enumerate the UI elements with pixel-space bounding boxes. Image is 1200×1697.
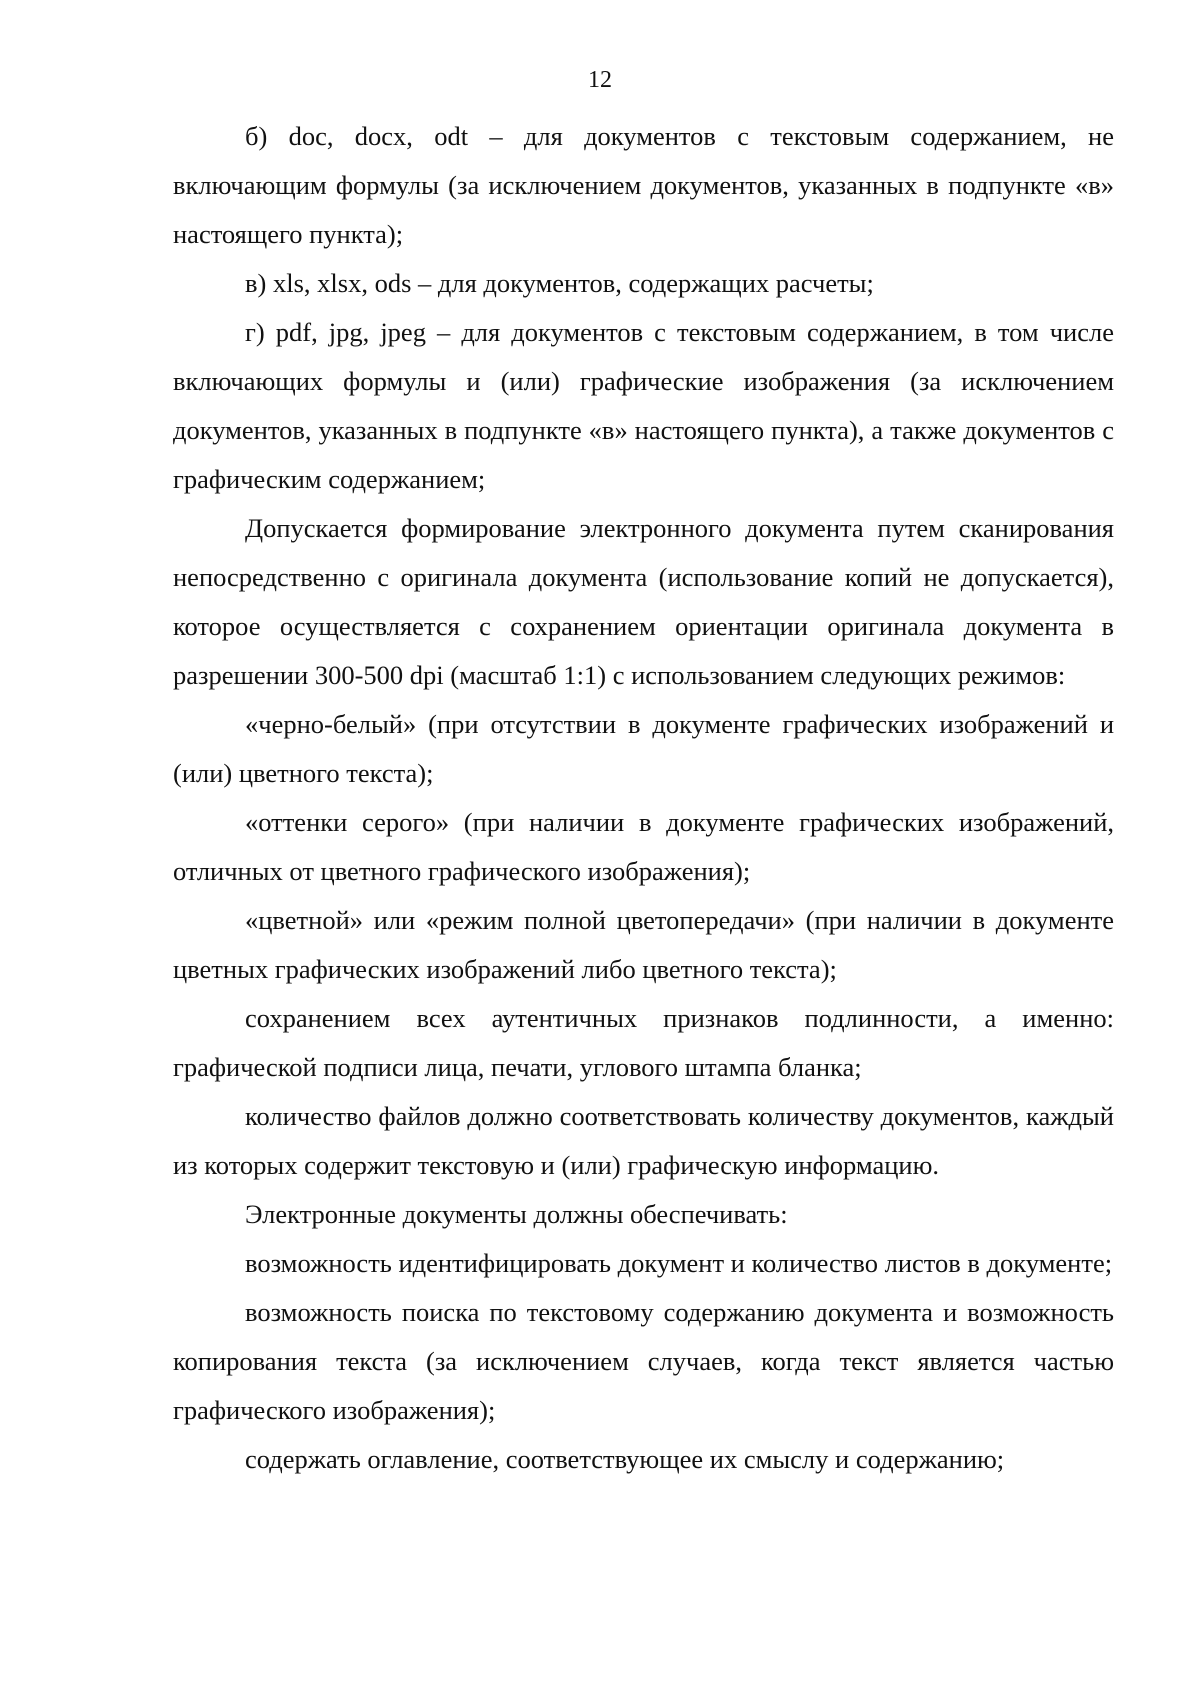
paragraph-mode-color: «цветной» или «режим полной цветопередачи» (при наличии в документе цветных графических изображений либо цветного текста); [173,905,1114,984]
document-body [173,112,1114,1484]
paragraph-format-g: г) pdf, jpg, jpeg – для документов с текстовым содержанием, в том числе включающих формулы и (или) графические изображения (за исключением документов, указанных в подпункте «в» настоящего пункта), а также документов с графическим содержанием; [173,317,1114,494]
paragraph-file-count: количество файлов должно соответствовать количеству документов, каждый из которых содержит текстовую и (или) графическую информацию. [173,1101,1114,1180]
paragraph-authenticity: сохранением всех аутентичных признаков подлинности, а именно: графической подписи лица, печати, углового штампа бланка; [173,1003,1114,1082]
paragraph-mode-grayscale: «оттенки серого» (при наличии в документе графических изображений, отличных от цветного графического изображения); [173,807,1114,886]
paragraph-text-search: возможность поиска по текстовому содержанию документа и возможность копирования текста (за исключением случаев, когда текст является частью графического изображения); [173,1297,1114,1425]
paragraph-requirements-heading: Электронные документы должны обеспечивать: [245,1199,788,1229]
paragraph-table-of-contents: содержать оглавление, соответствующее их смыслу и содержанию; [245,1444,1005,1474]
paragraph-format-b: б) doc, docx, odt – для документов с текстовым содержанием, не включающим формулы (за исключением документов, указанных в подпункте «в» настоящего пункта); [173,121,1114,249]
paragraph-format-v: в) xls, xlsx, ods – для документов, содержащих расчеты; [245,268,874,298]
paragraph-mode-black-white: «черно-белый» (при отсутствии в документе графических изображений и (или) цветного текста); [173,709,1114,788]
paragraph-identify-document: возможность идентифицировать документ и количество листов в документе; [245,1248,1113,1278]
paragraph-scanning-rules: Допускается формирование электронного документа путем сканирования непосредственно с оригинала документа (использование копий не допускается), которое осуществляется с сохранением ориентации оригинала документа в разрешении 300-500 dpi (масштаб 1:1) с использованием следующих режимов: [173,513,1114,690]
page-number: 12 [588,67,612,93]
